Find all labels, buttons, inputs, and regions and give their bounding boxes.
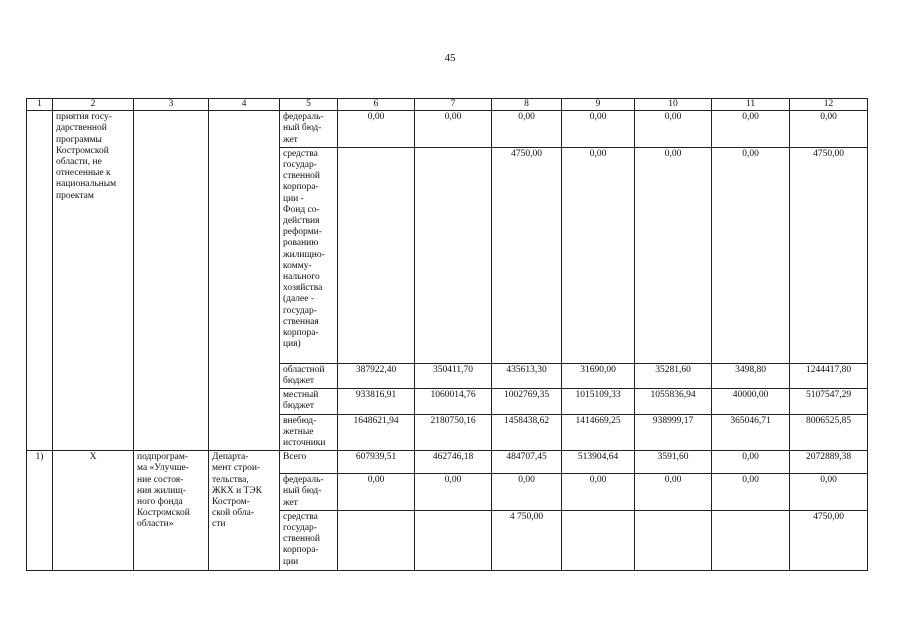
- funding-source-cell: [280, 474, 338, 511]
- value-cell-col-8-text: 1458438,62: [503, 415, 550, 426]
- funding-source-cell: [280, 389, 338, 414]
- value-cell-col-11-text: 0,00: [742, 148, 759, 159]
- value-cell-col-11-text: 40000,00: [732, 390, 769, 401]
- value-cell-col-8: [492, 147, 562, 363]
- value-cell-col-8: [492, 414, 562, 451]
- value-cell-col-12-text: 4750,00: [813, 511, 844, 522]
- value-cell-col-10: [635, 389, 712, 414]
- executor-cell: [209, 111, 280, 451]
- value-cell-col-7: [415, 414, 492, 451]
- value-cell-col-11-text: 3498,80: [735, 364, 766, 375]
- value-cell-col-10: [635, 414, 712, 451]
- value-cell-col-6: [338, 510, 415, 570]
- value-cell-col-12: [790, 389, 868, 414]
- value-cell-col-10-text: 0,00: [664, 148, 682, 159]
- row-number-cell-text: 1): [35, 452, 44, 463]
- value-cell-col-6: [338, 389, 415, 414]
- value-cell-col-7: [415, 111, 492, 148]
- table-body: [27, 99, 868, 571]
- value-cell-col-9: [562, 510, 635, 570]
- funding-source-cell: [280, 451, 338, 474]
- value-cell-col-10-text: 3591,60: [657, 452, 689, 463]
- column-number-2: 2: [53, 99, 134, 111]
- value-cell-col-9: [562, 451, 635, 474]
- value-cell-col-7: [415, 389, 492, 414]
- value-cell-col-11: [712, 363, 790, 388]
- column-number-4: 4: [209, 99, 280, 111]
- value-cell-col-9-text: 31690,00: [580, 364, 616, 375]
- value-cell-col-12-text: 2072889,38: [805, 452, 852, 463]
- value-cell-col-9-text: 0,00: [589, 148, 607, 159]
- value-cell-col-8-text: 4750,00: [511, 148, 542, 159]
- value-cell-col-12-text: 0,00: [820, 475, 837, 486]
- value-cell-col-11: [712, 414, 790, 451]
- funding-source-cell-text: федераль- ный бюд- жет: [283, 112, 324, 145]
- value-cell-col-11: [712, 510, 790, 570]
- program-cell-text: подпрограм- ма «Улучше- ние состоя- ния жилищ- ного фонда Костромской области»: [137, 452, 190, 530]
- value-cell-col-8-text: 435613,30: [506, 364, 547, 375]
- funding-source-cell: [280, 363, 338, 388]
- value-cell-col-11: [712, 389, 790, 414]
- column-number-7: 7: [415, 99, 492, 111]
- value-cell-col-12-text: 8006525,85: [805, 415, 852, 426]
- funding-source-cell-text: Всего: [283, 452, 307, 463]
- value-cell-col-9: [562, 414, 635, 451]
- value-cell-col-6: [338, 414, 415, 451]
- funding-source-cell: [280, 510, 338, 570]
- column-number-8: 8: [492, 99, 562, 111]
- value-cell-col-8: [492, 451, 562, 474]
- value-cell-col-10: [635, 111, 712, 148]
- value-cell-col-9-text: 1015109,33: [575, 390, 621, 401]
- column-number-10: 10: [635, 99, 712, 111]
- value-cell-col-9: [562, 111, 635, 148]
- value-cell-col-12: [790, 451, 868, 474]
- value-cell-col-11: [712, 451, 790, 474]
- column-number-6: 6: [338, 99, 415, 111]
- value-cell-col-6-text: 0,00: [367, 112, 385, 123]
- value-cell-col-7: [415, 510, 492, 570]
- value-cell-col-8: [492, 111, 562, 148]
- value-cell-col-6-text: 387922,40: [355, 364, 397, 375]
- value-cell-col-12: [790, 147, 868, 363]
- budget-table: [26, 98, 868, 571]
- funding-source-cell-text: областной бюджет: [283, 364, 325, 387]
- value-cell-col-7: [415, 474, 492, 511]
- funding-source-cell: [280, 414, 338, 451]
- value-cell-col-6-text: 1648621,94: [353, 415, 399, 426]
- value-cell-col-10-text: 0,00: [664, 112, 682, 123]
- value-cell-col-8-text: 0,00: [518, 475, 535, 486]
- funding-source-cell-text: федераль- ный бюд- жет: [283, 475, 324, 508]
- column-number-9: 9: [562, 99, 635, 111]
- column-number-1: 1: [27, 99, 53, 111]
- value-cell-col-9: [562, 389, 635, 414]
- value-cell-col-7: [415, 363, 492, 388]
- value-cell-col-8-text: 484707,45: [506, 452, 547, 463]
- value-cell-col-10: [635, 510, 712, 570]
- value-cell-col-8-text: 0,00: [518, 112, 535, 123]
- value-cell-col-12-text: 5107547,29: [805, 390, 852, 401]
- value-cell-col-10: [635, 363, 712, 388]
- value-cell-col-11: [712, 147, 790, 363]
- value-cell-col-10: [635, 451, 712, 474]
- value-cell-col-8: [492, 510, 562, 570]
- value-cell-col-7-text: 2180750,16: [430, 415, 476, 426]
- value-cell-col-6: [338, 474, 415, 511]
- executor-cell-text: Департа- мент строи- тельства, ЖКХ и ТЭК Костром- ской обла- сти: [212, 452, 262, 530]
- value-cell-col-12: [790, 474, 868, 511]
- value-cell-col-10-text: 938999,17: [652, 415, 694, 426]
- funding-source-cell-text: внебюд- жетные источники: [283, 415, 326, 449]
- value-cell-col-6: [338, 451, 415, 474]
- value-cell-col-9-text: 0,00: [589, 475, 607, 486]
- program-cell: [134, 111, 209, 451]
- value-cell-col-7-text: 0,00: [444, 475, 462, 486]
- table-row: [27, 451, 868, 474]
- funding-source-cell: [280, 111, 338, 148]
- value-cell-col-7-text: 0,00: [444, 112, 462, 123]
- funding-source-cell-text: средства государ- ственной корпора- ции - Фонд со- действия реформи- рованию жилищно- комму- нального хозяйства (далее - государ- ственная корпора- ция): [283, 148, 325, 350]
- measure-cell: [53, 451, 134, 571]
- value-cell-col-7-text: 1060014,76: [430, 390, 476, 401]
- value-cell-col-10: [635, 147, 712, 363]
- value-cell-col-11-text: 0,00: [742, 452, 759, 463]
- column-number-11: 11: [712, 99, 790, 111]
- page-number: 45: [444, 52, 456, 64]
- value-cell-col-8-text: 4 750,00: [509, 511, 544, 522]
- column-number-12: 12: [790, 99, 868, 111]
- value-cell-col-9-text: 513904,64: [577, 452, 619, 463]
- measure-cell-text: приятия госу- дарственной программы Костромской области, не отнесенные к национальным проектам: [56, 112, 117, 201]
- measure-cell: [53, 111, 134, 451]
- value-cell-col-9: [562, 363, 635, 388]
- value-cell-col-11-text: 365046,71: [730, 415, 771, 426]
- column-number-5: 5: [280, 99, 338, 111]
- value-cell-col-10-text: 1055836,94: [650, 390, 696, 401]
- value-cell-col-6: [338, 147, 415, 363]
- value-cell-col-7: [415, 147, 492, 363]
- value-cell-col-12: [790, 510, 868, 570]
- value-cell-col-9-text: 1414669,25: [575, 415, 621, 426]
- row-number-cell: [27, 451, 53, 571]
- value-cell-col-8: [492, 389, 562, 414]
- value-cell-col-12: [790, 414, 868, 451]
- value-cell-col-6-text: 607939,51: [355, 452, 397, 463]
- program-cell: [134, 451, 209, 571]
- value-cell-col-7: [415, 451, 492, 474]
- value-cell-col-8: [492, 363, 562, 388]
- table-row: [27, 111, 868, 148]
- value-cell-col-8-text: 1002769,35: [503, 390, 550, 401]
- column-number-row: [27, 99, 868, 111]
- value-cell-col-12: [790, 111, 868, 148]
- value-cell-col-11: [712, 474, 790, 511]
- value-cell-col-9-text: 0,00: [589, 112, 607, 123]
- funding-source-cell-text: средства государ- ственной корпора- ции: [283, 511, 321, 567]
- value-cell-col-12-text: 1244417,80: [805, 364, 852, 375]
- executor-cell: [209, 451, 280, 571]
- column-number-3: 3: [134, 99, 209, 111]
- value-cell-col-8: [492, 474, 562, 511]
- value-cell-col-10: [635, 474, 712, 511]
- measure-cell-text: X: [89, 452, 97, 463]
- value-cell-col-11: [712, 111, 790, 148]
- value-cell-col-6-text: 933816,91: [355, 390, 397, 401]
- value-cell-col-6: [338, 111, 415, 148]
- funding-source-cell: [280, 147, 338, 363]
- value-cell-col-12-text: 4750,00: [813, 148, 844, 159]
- value-cell-col-7-text: 350411,70: [432, 364, 474, 375]
- value-cell-col-9: [562, 474, 635, 511]
- value-cell-col-6: [338, 363, 415, 388]
- value-cell-col-11-text: 0,00: [742, 112, 759, 123]
- row-number-cell: [27, 111, 53, 451]
- value-cell-col-12: [790, 363, 868, 388]
- value-cell-col-7-text: 462746,18: [432, 452, 474, 463]
- value-cell-col-6-text: 0,00: [367, 475, 385, 486]
- value-cell-col-10-text: 35281,60: [655, 364, 691, 375]
- value-cell-col-10-text: 0,00: [664, 475, 682, 486]
- value-cell-col-9: [562, 147, 635, 363]
- value-cell-col-11-text: 0,00: [742, 475, 759, 486]
- value-cell-col-12-text: 0,00: [820, 112, 837, 123]
- funding-source-cell-text: местный бюджет: [283, 390, 319, 412]
